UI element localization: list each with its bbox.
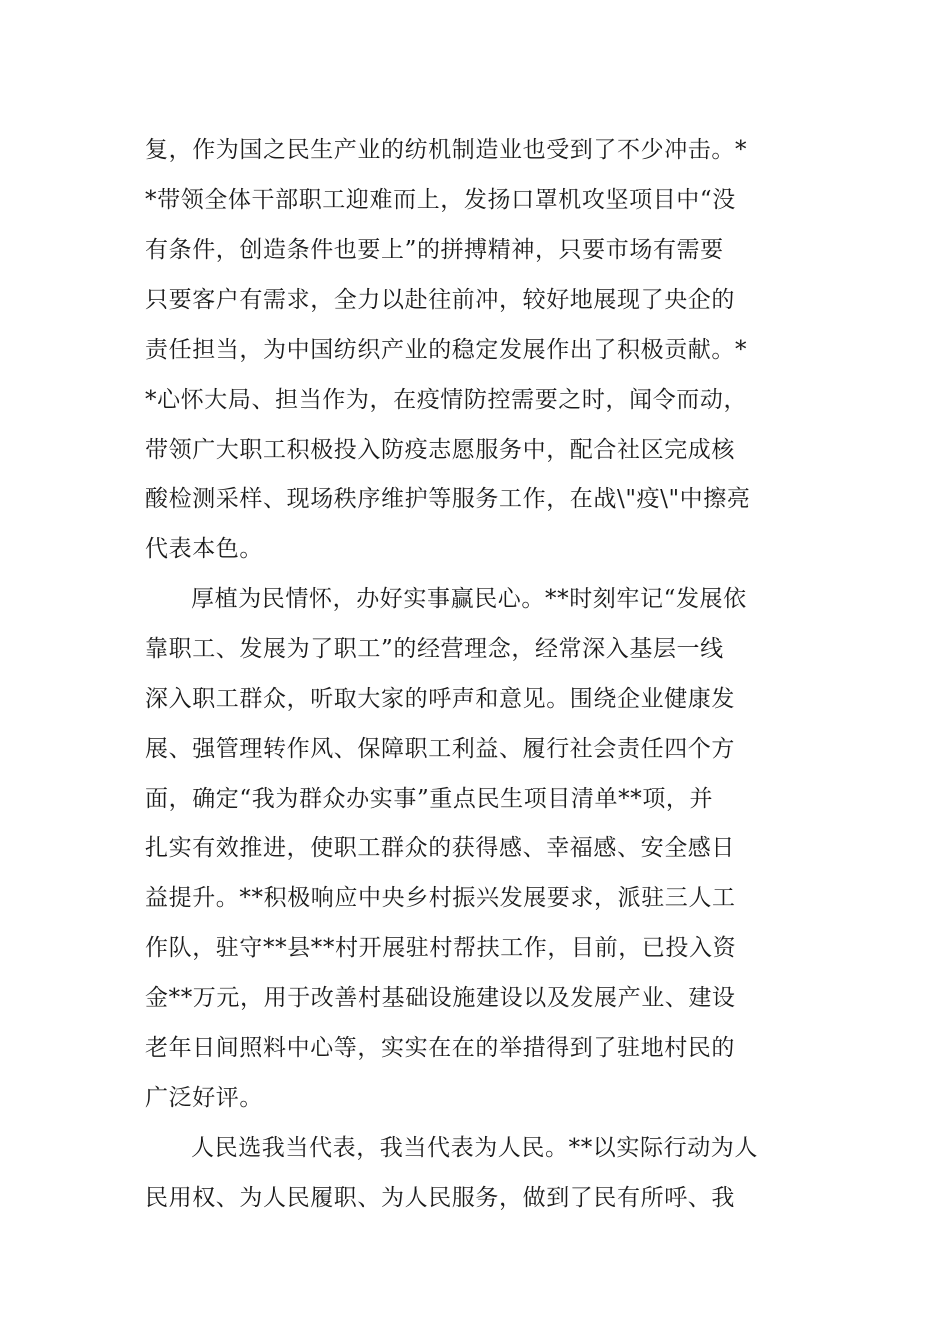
paragraph-start-line: 人民选我当代表，我当代表为人民。**以实际行动为人 (191, 1135, 758, 1161)
text-line: 金**万元，用于改善村基础设施建设以及发展产业、建设 (145, 985, 736, 1011)
text-line: 代表本色。 (145, 536, 263, 562)
text-line: 作队，驻守**县**村开展驻村帮扶工作，目前，已投入资 (145, 935, 737, 961)
text-line: 民用权、为人民履职、为人民服务，做到了民有所呼、我 (145, 1185, 735, 1211)
text-line: 酸检测采样、现场秩序维护等服务工作，在战\"疫\"中擦亮 (145, 486, 751, 512)
text-line: 复，作为国之民生产业的纺机制造业也受到了不少冲击。* (145, 137, 748, 163)
text-line: 扎实有效推进，使职工群众的获得感、幸福感、安全感日 (145, 835, 735, 861)
text-line: 展、强管理转作风、保障职工利益、履行社会责任四个方 (145, 736, 735, 762)
text-line: 靠职工、发展为了职工”的经营理念，经常深入基层一线 (145, 636, 724, 662)
text-line: 深入职工群众，听取大家的呼声和意见。围绕企业健康发 (145, 686, 735, 712)
text-line: 老年日间照料中心等，实实在在的举措得到了驻地村民的 (145, 1035, 735, 1061)
text-line: 益提升。**积极响应中央乡村振兴发展要求，派驻三人工 (145, 885, 736, 911)
text-line: *心怀大局、担当作为，在疫情防控需要之时，闻令而动， (145, 387, 748, 413)
text-line: 广泛好评。 (145, 1085, 263, 1111)
text-line: 只要客户有需求，全力以赴往前冲，较好地展现了央企的 (145, 287, 735, 313)
text-line: *带领全体干部职工迎难而上，发扬口罩机攻坚项目中“没 (145, 187, 736, 213)
text-line: 责任担当，为中国纺织产业的稳定发展作出了积极贡献。* (145, 337, 748, 363)
text-line: 有条件，创造条件也要上”的拼搏精神，只要市场有需要 (145, 237, 724, 263)
paragraph-start-line: 厚植为民情怀，办好实事赢民心。**时刻牢记“发展依 (191, 586, 747, 612)
text-line: 面，确定“我为群众办实事”重点民生项目清单**项，并 (145, 786, 714, 812)
text-line: 带领广大职工积极投入防疫志愿服务中，配合社区完成核 (145, 437, 735, 463)
